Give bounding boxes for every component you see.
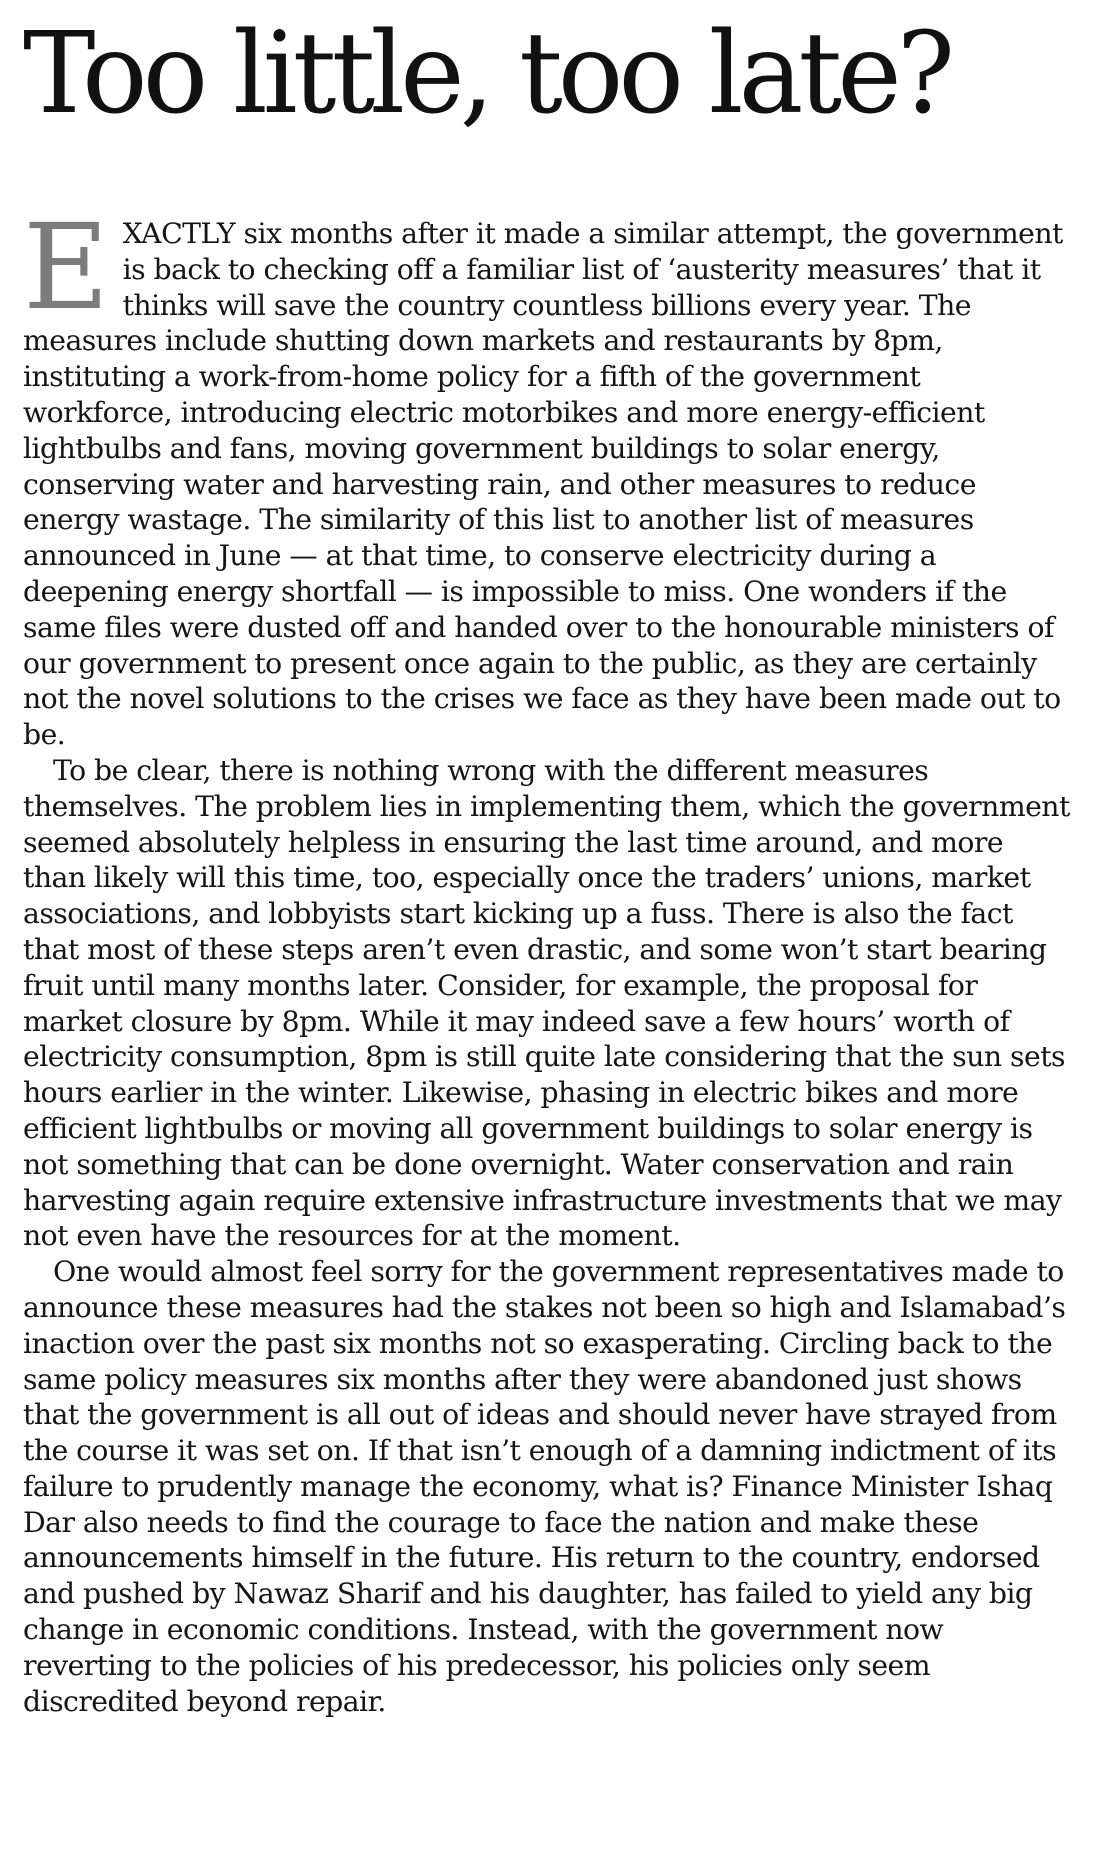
- paragraph-3: One would almost feel sorry for the government representatives made to announce these measures had the stakes not been so high and Islamabad’s inaction over the past six months not so exasperating. Circling back to the same policy measures six months after they were abandoned just shows that the government is all out of ideas and should never have strayed from the course it was set on. If that isn’t enough of a damning indictment of its failure to prudently manage the economy, what is? Finance Minister Ishaq Dar also needs to find the courage to face the nation and make these announcements himself in the future. His return to the country, endorsed and pushed by Nawaz Sharif and his daughter, has failed to yield any big change in economic conditions. Instead, with the government now reverting to the policies of his predecessor, his policies only seem discredited beyond repair.: [23, 1255, 1066, 1718]
- article-body: [23, 198, 1070, 1719]
- paragraph-1: [23, 198, 1070, 753]
- paragraph-2: To be clear, there is nothing wrong with the different measures themselves. The problem lies in implementing them, which the government seemed absolutely helpless in ensuring the last time around, and more than likely will this time, too, especially once the traders’ unions, market associations, and lobbyists start kicking up a fuss. There is also the fact that most of these steps aren’t even drastic, and some won’t start bearing fruit until many months later. Consider, for example, the proposal for market closure by 8pm. While it may indeed save a few hours’ worth of electricity consumption, 8pm is still quite late considering that the sun sets hours earlier in the winter. Likewise, phasing in electric bikes and more efficient lightbulbs or moving all government buildings to solar energy is not something that can be done overnight. Water conservation and rain harvesting again require extensive infrastructure investments that we may not even have the resources for at the moment.: [23, 753, 1070, 1253]
- drop-cap: E: [23, 198, 109, 336]
- headline: Too little, too late?: [23, 9, 951, 139]
- paragraph-1-text: XACTLY six months after it made a similar attempt, the government is back to checking off a familiar list of ‘austerity measures’ that it thinks will save the country countless billions every year. The measures include shutting down markets and restaurants by 8pm, instituting a work-from-home policy for a fifth of the government workforce, introducing electric motorbikes and more energy-efficient lightbulbs and fans, moving government buildings to solar energy, conserving water and harvesting rain, and other measures to reduce energy wastage. The similarity of this list to another list of measures announced in June — at that time, to conserve electricity during a deepening energy shortfall — is impossible to miss. One wonders if the same files were dusted off and handed over to the honourable ministers of our government to present once again to the public, as they are certainly not the novel solutions to the crises we face as they have been made out to be.: [23, 217, 1063, 752]
